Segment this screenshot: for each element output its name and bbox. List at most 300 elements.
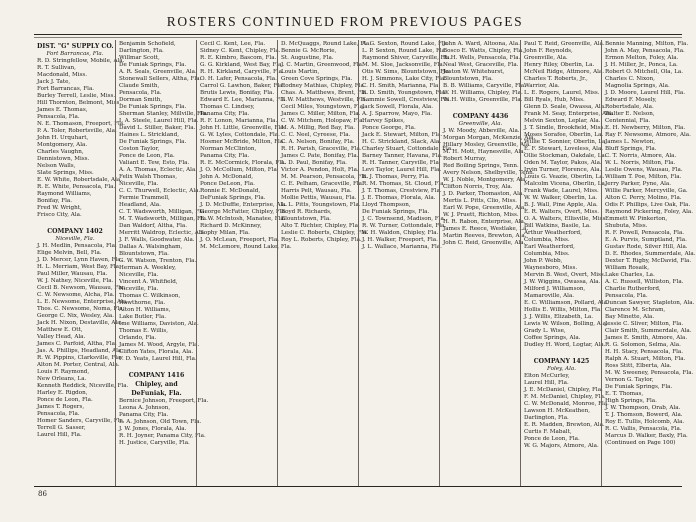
roster-entry: Bill Ryals, Hub, Miss. — [524, 97, 585, 103]
roster-entry: J. W. Moody, Abbeville, Ala. — [443, 128, 520, 134]
roster-entry: T. W. Matthews, Westville, Fla. — [281, 97, 368, 103]
roster-entry: Pensacola, Fla. — [119, 90, 162, 96]
roster-entry: Haines L. Strickland, — [119, 132, 179, 138]
roster-entry: James C. Parfoid, Altha, Fla. — [37, 341, 117, 347]
roster-entry: Bonifay, Fla. — [37, 198, 73, 204]
roster-entry: Bernice Johnson, Freeport, Fla. — [119, 398, 209, 404]
roster-column — [115, 40, 209, 486]
roster-entry: McNeil Ridge, Attmore, Ala. — [524, 69, 605, 75]
roster-entry: Earl W. Pope, Greenville, Ala. — [443, 205, 527, 211]
roster-entry: Odis F. Phillips, Live Oak, Fla. — [605, 202, 691, 208]
roster-entry: J. J. Willis, Elizabeth, La. — [524, 314, 594, 320]
roster-entry: Jack Sowell, Florala, Ala. — [362, 104, 433, 110]
roster-entry: Elton McCurley, — [524, 373, 570, 379]
roster-entry: Coffee Springs, Ala. — [524, 335, 581, 341]
roster-entry: Hawthorne, Fla. — [119, 300, 166, 306]
roster-entry: J. D. Moore, Laurel Hill, Fla. — [605, 90, 685, 96]
roster-entry: Chas. A. Matthews, Brent, Fla. — [281, 90, 369, 96]
roster-entry: Malcolm Vicena, Oberlin, La. — [524, 181, 607, 187]
roster-entry: Ermon Melton, Foley, Ala. — [605, 55, 679, 61]
roster-entry: Sherman Stanley, Millville, Fla. — [119, 111, 208, 117]
roster-entry: Curtis F. Mabalt, — [524, 429, 572, 435]
roster-entry: Blountstown, Fla. — [119, 251, 169, 257]
roster-entry: R. F. Powell, Pensacola, Fla. — [605, 230, 685, 236]
roster-entry: G. W. Watson, Trenton, Fla. — [119, 258, 197, 264]
roster-entry: I. A. Steele, Laurel Hill, Fla. — [119, 118, 199, 124]
roster-entry: Ponce DeLeon, Fla. — [200, 181, 255, 187]
roster-entry: L. E. Rogers, Laurel, Miss. — [524, 90, 600, 96]
roster-entry: Alton M. Porter, Central, Ala. — [37, 362, 120, 368]
roster-entry: Panama City, Fla. — [200, 111, 250, 117]
roster-entry: L. A. Johnson, Old Town, Fla. — [119, 419, 202, 425]
roster-entry: William Rosaik, — [605, 265, 649, 271]
roster-entry: Homer Sanders, Caryville, Fla. — [37, 418, 125, 424]
roster-entry: Niceville, Fla. — [119, 286, 159, 292]
roster-column — [34, 40, 129, 486]
roster-entry: Roy E. Tullis, Holcomb, Ala. — [605, 419, 685, 425]
roster-column — [520, 40, 614, 486]
roster-entry: Vernon G. Taylor, — [605, 377, 654, 383]
roster-entry: Matthew E. Ott, — [37, 327, 83, 333]
roster-entry: George McFatter, Chipley, Fla. — [200, 209, 287, 215]
roster-entry: Jerry Parker, Pyne, Ala. — [605, 181, 672, 187]
roster-entry: Milford J. Williamson, — [524, 286, 586, 292]
roster-entry: J. D. Mercer, Lynn Haven, Fla. — [37, 257, 123, 263]
roster-entry: De Funiak Springs, Fla. — [119, 104, 187, 110]
top-rule-secondary — [34, 37, 682, 38]
roster-entry: E. F. Stewart, Loveless, Ala. — [524, 146, 604, 152]
roster-entry: W. W. Walker, Oberlin, La. — [524, 195, 598, 201]
roster-entry: E. C. Williamson, Pollard, Ala. — [524, 300, 609, 306]
roster-entry: R. D. Stringfellow, Mobile, Ala. — [37, 58, 125, 64]
roster-entry: C. W. McDonald, Monroe, Fla. — [524, 401, 609, 407]
roster-entry: Edward E. Lee, Marianna, Fla. — [200, 97, 288, 103]
roster-entry: L. E. Newsome, Enterprise, Ala. — [37, 299, 128, 305]
roster-entry: Norman McClinton, — [200, 146, 257, 152]
roster-entry: Emmett W. Pinkerton, — [605, 216, 668, 222]
roster-entry: John C. Reid, Greenville, Ala. — [443, 240, 526, 246]
roster-entry: Edward F. Mosely, — [605, 97, 657, 103]
roster-entry: W. J. Noble, Montgomery, Ala. — [443, 177, 528, 183]
page-number: 86 — [38, 490, 47, 498]
company-heading: Chipley, and — [135, 381, 178, 388]
roster-entry: Raymond Shiver, Caryville, Fla. — [362, 55, 452, 61]
roster-entry: Dan Waldorf, Altha, Fla. — [119, 223, 187, 229]
roster-entry: Mollie Pettis, Wausau, Fla. — [281, 195, 357, 201]
roster-entry: James E. Reece, Westlake, La. — [443, 226, 529, 232]
roster-entry: J. O. McCollum, Milton, Fla. — [200, 167, 279, 173]
roster-entry: Victor A. Pendon, Holt, Fla. — [281, 167, 359, 173]
roster-entry: E. H. Newberry, Milton, Fla. — [605, 125, 686, 131]
roster-entry: Bluff Springs, Fla. — [605, 146, 657, 152]
roster-entry: J. W. Wiggins, Owassa, Ala. — [524, 279, 601, 285]
roster-entry: Jessie C. Sliver, Milton, Fla. — [605, 321, 684, 327]
roster-entry: Robert O. Mitchell, Ola, La. — [605, 69, 684, 75]
roster-entry: Charles T. Roberts, Jr., — [524, 76, 588, 82]
roster-entry: Leslie Owens, Wausau, Fla. — [605, 167, 683, 173]
roster-entry: Mertis L. Pitts, Clio, Miss. — [443, 198, 517, 204]
roster-entry: L. L. Pitts, Youngstown, Fla. — [281, 202, 361, 208]
roster-entry: Lake Charles, La. — [605, 272, 655, 278]
roster-entry: Brutis Lewis, Bonifay, Fla. — [200, 90, 275, 96]
top-rule — [34, 34, 682, 35]
company-heading: DIST. "G" SUPPLY CO. — [37, 43, 114, 50]
spacer — [119, 363, 194, 370]
roster-entry: N. E. Thomason, Freeport, Fla. — [37, 121, 125, 127]
roster-entry: Ronnie E. McDonald, — [200, 188, 261, 194]
roster-entry: Mervin B. West, Overt, Miss. — [524, 272, 606, 278]
roster-entry: Darlington, Fla. — [524, 415, 569, 421]
roster-entry: R. H. Parish, Graceville, Fla. — [281, 146, 362, 152]
roster-entry: Ponce de Leon, Fla. — [119, 153, 175, 159]
roster-entry: Columbia, Miss. — [524, 237, 570, 243]
roster-entry: Ollie Stockman, Oakdale, La. — [524, 153, 607, 159]
roster-entry: B. J. Wall, Pine Apple, Ala. — [524, 202, 598, 208]
roster-entry: St. Augustine, Fla. — [281, 55, 334, 61]
roster-entry: E. W. White, Robertsdale, Ala. — [37, 177, 122, 183]
roster-entry: Thomas C. Lindsey, — [200, 104, 255, 110]
roster-entry: H. Justice, Caryville, Fla. — [119, 440, 190, 446]
roster-entry: R. H. Joyner, Panama City, Fla. — [119, 433, 206, 439]
roster-entry: Greenville, Ala. — [524, 55, 568, 61]
roster-entry: Ponce George, Fla. — [362, 125, 416, 131]
roster-entry: Columbia, Miss. — [524, 251, 570, 257]
roster-entry: E. A. Purvis, Sumptland, Fla. — [605, 237, 687, 243]
roster-entry: R. G. Solomon, Selma, Ala. — [605, 342, 681, 348]
roster-entry: Glenn D. Seale, Owassa, Ala. — [524, 104, 606, 110]
roster-entry: Joston W. Whitehurst, — [443, 69, 505, 75]
roster-entry: Slate Springs, Miss. — [37, 170, 94, 176]
roster-entry: John H. Urquhart, — [37, 135, 89, 141]
roster-entry: E. T. Thomas, — [605, 391, 644, 397]
roster-entry: J. T. Thomas, Crestview, Fla. — [362, 188, 442, 194]
roster-entry: Charles C. Nixon, — [605, 76, 655, 82]
roster-entry: Fort Barrancas, Fla. — [37, 86, 95, 92]
roster-entry: W. L. Norris, Milton, Fla. — [605, 160, 676, 166]
roster-entry: Felix Walsh Thomas, — [119, 174, 178, 180]
roster-entry: Moses Sorafee, Oberlin, La. — [524, 132, 604, 138]
roster-entry: James T. Rogers, — [37, 404, 85, 410]
roster-entry: Cecil B. Newsom, Wausau, Fla. — [37, 285, 126, 291]
roster-entry: J. T. Sindle, Brookfield, Miss. — [524, 125, 606, 131]
roster-entry: Coston Taylor, — [119, 146, 160, 152]
roster-entry: Niceville, Fla. — [119, 181, 159, 187]
roster-entry: Marcus D. Walker, Baxly, Fla. — [605, 433, 688, 439]
roster-entry: A. C. Russell, Williston, Fla. — [605, 279, 684, 285]
company-location: Fort Barrancas, Fla. — [46, 51, 104, 57]
roster-entry: Shubuta, Miss. — [605, 223, 648, 229]
roster-entry: J. E. McDaniel, Chipley, Fla. — [524, 387, 603, 393]
roster-entry: M. H. Mott, Haynesville, Ala. — [443, 149, 526, 155]
roster-entry: D. McQuaggs, Round Lake, Fla. — [281, 41, 372, 47]
roster-entry: R. H. Wells, Pensacola, Fla. — [443, 55, 521, 61]
roster-entry: E. W. McIntosh, Manatee, Fla. — [200, 216, 286, 222]
roster-entry: Waynesboro, Miss. — [524, 265, 578, 271]
roster-entry: Ralph A. Stuart, Milton, Fla. — [605, 356, 686, 362]
roster-entry: Carrol G. Lawhon, Baker, Fla. — [200, 83, 285, 89]
roster-entry: Raymond Williams, — [37, 191, 92, 197]
roster-entry: Levi Taylor, Laurel Hill, Fla. — [362, 167, 442, 173]
roster-entry: James E. Smith, Atmore, Ala. — [605, 335, 688, 341]
company-heading: COMPANY 1416 — [128, 372, 185, 379]
roster-entry: J. D. Parker, Thomaston, Ala. — [443, 191, 524, 197]
roster-entry: Robertsdale, Ala. — [605, 104, 654, 110]
roster-entry: Henry Riley, Oberlin, La. — [524, 62, 595, 68]
roster-entry: Lake Butler, Fla. — [119, 314, 166, 320]
roster-entry: H. C. Strickland, Slack, Ala. — [362, 139, 441, 145]
roster-entry: R. M. Thomas, St. Cloud, Fla. — [362, 181, 446, 187]
roster-entry: Ime Williams, Daviston, Ala. — [119, 321, 199, 327]
roster-entry: Hollis E. Willis, Milton, Fla. — [524, 307, 602, 313]
roster-entry: Alton C. Perry, Molino, Fla. — [605, 195, 682, 201]
roster-column — [439, 40, 536, 486]
roster-entry: G. G. Kirkland, West Bay, Fla. — [200, 62, 284, 68]
roster-entry: R. H. Tanner, Caryville, Fla. — [362, 160, 441, 166]
roster-entry: R. W. Pippins, Clarksville, Fla. — [37, 355, 123, 361]
roster-entry: C. E. Pelham, Graceville, Fla. — [281, 181, 364, 187]
roster-entry: Martin Reeves, Brewton, Ala. — [443, 233, 527, 239]
roster-entry: (Continued on Page 100) — [605, 440, 676, 446]
roster-entry: Avery Nelson, Shelbyville, Tenn. — [443, 170, 535, 176]
roster-entry: E. J. Thomas, Perry, Fla. — [362, 174, 430, 180]
roster-entry: C. W. Mitchem, Holopaw, Fla. — [281, 118, 365, 124]
roster-entry: Dallas A. Walsingham, — [119, 244, 183, 250]
roster-entry: L. D. Paul, Bonifay, Fla. — [281, 160, 347, 166]
roster-entry: Green Cove Springs, Fla. — [281, 76, 353, 82]
roster-entry: Duncan Sawyer, Stapleton, Ala. — [605, 300, 695, 306]
roster-entry: J. C. Townsend, Madison, Fla. — [362, 216, 446, 222]
roster-entry: A. A. Thomas, Eclectic, Ala. — [119, 167, 198, 173]
roster-entry: C. W. Newsome, Alcha, Fla. — [37, 292, 115, 298]
roster-entry: Rodney Mathias, Chipley, Fla. — [281, 83, 366, 89]
roster-entry: De Funiak Springs, Fla. — [362, 209, 430, 215]
roster-entry: Fred W. Wright, — [37, 205, 82, 211]
roster-entry: M. M. Pearson, Pensacola, Fla. — [281, 174, 369, 180]
roster-entry: C. C. Neel, Cyreese, Fla. — [281, 132, 351, 138]
roster-entry: A. G. Sexton, Round Lake, Fla. — [362, 41, 449, 47]
roster-entry: Neal West, Graceville, Fla. — [443, 62, 519, 68]
roster-entry: Willie Parker, Mercyville, Ga. — [605, 188, 688, 194]
roster-entry: F. M. McDaniel, Chipley, Fla. — [524, 394, 606, 400]
roster-entry: Dennistown, Miss. — [37, 156, 90, 162]
roster-entry: C. H. Smith, Marianna, Fla. — [362, 83, 441, 89]
roster-entry: Irvin Turner, Florence, Ala. — [524, 167, 602, 173]
roster-entry: D. E. Rhodes, Summerdale, Ala. — [605, 251, 696, 257]
roster-entry: Gustav Rode, Silver Hill, Ala. — [605, 244, 688, 250]
roster-entry: J. H. Walker, Freeport, Fla. — [362, 237, 438, 243]
roster-entry: James C. Miller, Milton, Fla. — [281, 111, 361, 117]
roster-entry: R. E. Kimbro, Bascom, Fla. — [200, 55, 277, 61]
roster-entry: Ponce de Leon, Fla. — [37, 397, 93, 403]
roster-entry: R. W. Turner, Cottondale, Fla. — [362, 223, 447, 229]
roster-entry: Herman A. Weekley, — [119, 265, 177, 271]
roster-entry: J. H. Miller, Jr., Ponca, La. — [605, 62, 678, 68]
roster-columns — [34, 40, 696, 486]
roster-entry: R. E. McCormick, Florala, Fla. — [200, 160, 287, 166]
roster-entry: Lawson H. McKeathen, — [524, 408, 590, 414]
roster-entry: Thomas C. Wilkinson, — [119, 293, 181, 299]
roster-entry: John A. McDonald, — [200, 174, 253, 180]
roster-entry: J. E. Thomas, Florala, Ala. — [362, 195, 436, 201]
roster-entry: Pensacola, Fla. — [37, 114, 80, 120]
roster-entry: J. D. McDuffie, Enterprise, Ala. — [200, 202, 288, 208]
roster-entry: Clair Smith, Summerdale, Ala. — [605, 328, 692, 334]
roster-entry: John F. Reynolds, — [524, 48, 573, 54]
company-location: Greenville, Ala. — [458, 121, 503, 127]
roster-entry: H. J. Simmons, Lake City, Fla. — [362, 76, 447, 82]
roster-entry: James M. Wood, Argyle, Fla. — [119, 342, 200, 348]
roster-column — [196, 40, 292, 486]
roster-entry: C. A. Nelson, Bonifay, Fla. — [281, 139, 355, 145]
roster-entry: J. L. Wallace, Marianna, Fla. — [362, 244, 442, 250]
roster-entry: Valiant E. Tew, Esto, Fla. — [119, 160, 190, 166]
roster-entry: M. T. Wadsworth, Milligan, Fla. — [119, 216, 208, 222]
roster-entry: New Orleans, La. — [37, 376, 87, 382]
roster-entry: W. H. Williams, Chipley, Fla. — [443, 90, 523, 96]
roster-entry: O. H. Lafer, Pensacola, Fla. — [200, 76, 277, 82]
roster-entry: Panama City, Fla. — [200, 153, 250, 159]
roster-entry: Sophy Milan, Fla. — [200, 230, 250, 236]
roster-entry: R. E. White, Pensacola, Fla. — [37, 184, 116, 190]
roster-entry: Otis W. Sims, Blountstown, Fla. — [362, 69, 451, 75]
roster-entry: Niceville, Fla. — [119, 272, 159, 278]
roster-entry: R. C. Vallis, Pensacola, Fla. — [605, 426, 682, 432]
roster-entry: Paul Miller, Wausau, Fla. — [37, 271, 108, 277]
roster-entry: Bill Watkins, Basile, La. — [524, 223, 591, 229]
roster-entry: R. T. Sullivan, — [37, 65, 76, 71]
roster-entry: J. C. Martin, Greenwood, Fla. — [281, 62, 364, 68]
roster-entry: Leslie C. Roberts, Chipley, Fla. — [281, 230, 369, 236]
company-heading: DeFuniak, Fla. — [131, 390, 182, 397]
roster-column — [358, 40, 453, 486]
roster-entry: Charlie Rutherford, — [605, 286, 661, 292]
roster-entry: Clifton Yates, Florala, Ala. — [119, 349, 194, 355]
roster-entry: John A. May, Pensacola, Fla. — [605, 48, 685, 54]
roster-entry: High Springs, Fla. — [605, 398, 657, 404]
roster-entry: Raymond Pickering, Foley, Ala. — [605, 209, 694, 215]
roster-entry: Willie T. Sonnier, Oberlin, La. — [524, 139, 608, 145]
roster-entry: Merritt Waldrop, Eclectic, Ala. — [119, 230, 206, 236]
roster-entry: DeFuniak Springs, Fla. — [200, 195, 266, 201]
roster-entry: David L. Stiller, Baker, Fla. — [119, 125, 196, 131]
roster-column — [601, 40, 696, 486]
roster-entry: M. W. Sweeney, Pensacola, Fla. — [605, 370, 694, 376]
spacer — [37, 219, 113, 226]
roster-entry: G. W. Lyles, Cottondale, Fla. — [200, 132, 280, 138]
roster-entry: Fermie Trammell, — [119, 195, 170, 201]
roster-entry: Terrell G. Sasser, — [37, 425, 86, 431]
roster-entry: Harley E. Rigdon, — [37, 390, 88, 396]
roster-entry: Dudley H. Word, Logtar, Ala. — [524, 342, 606, 348]
company-heading: COMPANY 1425 — [533, 358, 590, 365]
roster-entry: Hosmer McBride, Milton, Fla. — [200, 139, 285, 145]
roster-entry: P. A. Toler, Robertsville, Ala. — [37, 128, 117, 134]
roster-entry: Charley Stuart, Cottondale, Fla. — [362, 146, 453, 152]
roster-entry: Bennie Manning, Milton, Fla. — [605, 41, 689, 47]
roster-entry: Earl Weatherford, — [524, 244, 575, 250]
roster-entry: Red Boiling Springs, Tenn. — [443, 163, 519, 169]
roster-entry: Bay Minette, Ala. — [605, 314, 655, 320]
roster-entry: Harris Pelt, Wausau, Fla. — [281, 188, 352, 194]
roster-entry: Stonewall Sellers, Altha, Fla. — [119, 76, 202, 82]
roster-entry: E. D. Smith, Youngstown, Fla. — [362, 90, 447, 96]
roster-entry: De Funiak Springs, Fla. — [605, 384, 673, 390]
roster-entry: H. R. Rabon, Enterprise, Ala. — [443, 219, 526, 225]
roster-entry: Valley Head, Ala. — [37, 334, 86, 340]
roster-entry: Alto T. Richter, Chipley, Fla. — [281, 223, 360, 229]
roster-entry: M. McLemore, Round Lake, Fla. — [200, 244, 292, 250]
roster-entry: Ponce de Leon, Fla. — [524, 436, 580, 442]
roster-entry: Frank M. Seay, Enterprise, Ala. — [524, 111, 614, 117]
roster-entry: A. J. Sparrow, Mayo, Fla. — [362, 111, 433, 117]
roster-entry: William T. Poe, Milton, Fla. — [605, 174, 682, 180]
roster-entry: Charles Vaughn, — [37, 149, 84, 155]
roster-entry: Jack H. Nixon, Destaville, Ala. — [37, 320, 123, 326]
roster-entry: Clarence M. Schram, — [605, 307, 666, 313]
roster-entry: Roy L. Roberts, Chipley, Fla. — [281, 237, 362, 243]
roster-entry: Leona A. Johnson, — [119, 405, 171, 411]
roster-entry: W. H. Willis, Greenville, Fla. — [443, 97, 523, 103]
roster-entry: Darlington, Fla. — [119, 48, 164, 54]
roster-entry: Alton H. Williams, — [119, 307, 171, 313]
roster-entry: Richard D. McKinney, — [200, 223, 262, 229]
roster-entry: Hill Thornton, Belmont, Miss. — [37, 100, 122, 106]
roster-entry: O. A. Walters, Ellisville, Miss. — [524, 216, 608, 222]
company-heading: COMPANY 1402 — [47, 228, 103, 235]
roster-entry: Lloyd Thompson, — [362, 202, 411, 208]
roster-entry: Jack E. Stewart, Milton, Fla. — [362, 132, 443, 138]
roster-entry: Dorman Smith, — [119, 97, 163, 103]
roster-entry: Jas. A. Phillips, Headland, Ala. — [37, 348, 124, 354]
roster-entry: E. R. Madden, Brewton, Ala. — [524, 422, 605, 428]
roster-entry: R. H. Kirkland, Caryville, Fla. — [200, 69, 284, 75]
roster-entry: W. J. Nathey, Niceville, Fla. — [37, 278, 114, 284]
roster-entry: Orlando, Fla. — [119, 335, 157, 341]
roster-entry: Morgan Morgan, McKenzie, Ala. — [443, 135, 536, 141]
roster-entry: Ray F. Newsome, Atmore, Ala. — [605, 132, 691, 138]
roster-entry: Nelson Walls, — [37, 163, 76, 169]
roster-entry: Harvey Spikes, — [362, 118, 405, 124]
roster-entry: Louis G. Veazie, Oberlin, La. — [524, 174, 605, 180]
roster-column — [277, 40, 372, 486]
roster-entry: W. G. Majors, Atmore, Ala. — [524, 443, 599, 449]
roster-entry: Hillary Mosley, Greenville, Ala. — [443, 142, 531, 148]
roster-entry: John P. Webb, — [524, 258, 563, 264]
roster-entry: Arthur Weatherford, — [524, 230, 582, 236]
roster-entry: M. M. Sloe, Jacksonville, Fla. — [362, 62, 445, 68]
roster-entry: E. R. Walters, Overt, Miss. — [524, 209, 600, 215]
roster-entry: Thomas E. Willis, — [119, 328, 169, 334]
roster-entry: Pensacola, Fla. — [605, 293, 648, 299]
roster-entry: Pensacola, Fla. — [37, 411, 80, 417]
roster-entry: Clifton Norris, Troy, Ala. — [443, 184, 513, 190]
roster-entry: Sidney C. Kent, Chipley, Fla. — [200, 48, 281, 54]
roster-entry: Cecil C. Kent, Lee, Fla. — [200, 41, 266, 47]
roster-entry: John H. Little, Greenville, Fla. — [200, 125, 286, 131]
roster-entry: J. H. Medlin, Pensacola, Fla. — [37, 243, 117, 249]
roster-entry: George C. Nix, Wesley, Ala. — [37, 313, 115, 319]
roster-entry: Grady L. Wise, — [524, 328, 566, 334]
company-location: Niceville, Fla. — [55, 236, 95, 242]
roster-entry: Mamaroville, Ala. — [524, 293, 575, 299]
roster-entry: L. P. Sexton, Round Lake, Fla. — [362, 48, 447, 54]
roster-entry: Thos. C. Newsome, Noma, Fla. — [37, 306, 125, 312]
roster-entry: T. J. Thomson, Bowerd, Ala. — [605, 412, 683, 418]
spacer — [524, 349, 599, 356]
roster-entry: Burley Terrell, Leslie, Miss. — [37, 93, 116, 99]
roster-entry: Lewis W. Wilson, Bolling, Ala. — [524, 321, 608, 327]
roster-entry: Centennial, Fla. — [605, 118, 651, 124]
